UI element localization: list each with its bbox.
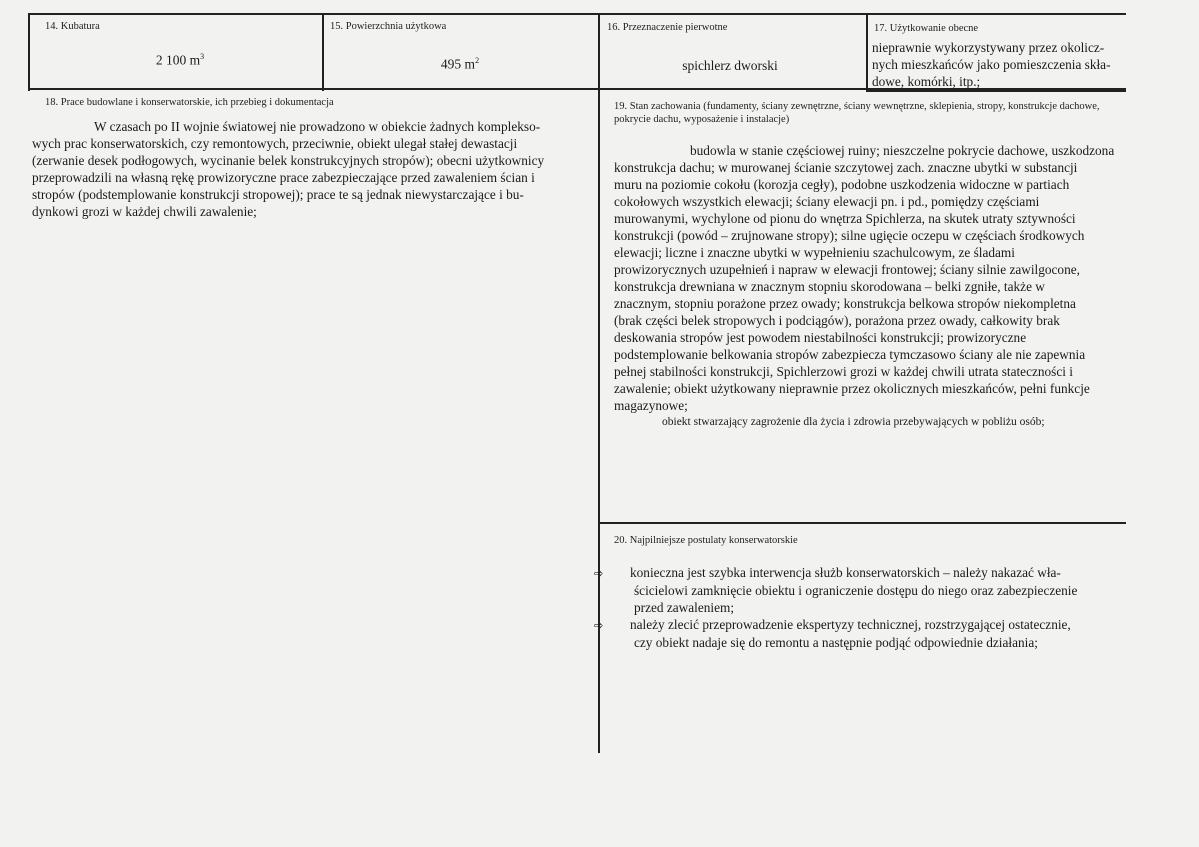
field-14-value: [130, 52, 230, 69]
field-19-label: [614, 100, 1126, 126]
field-19-line: zawalenie; obiekt użytkowany nieprawnie przez okolicznych mieszkańców, pełni funkcje: [614, 381, 1090, 396]
field-18-text: [32, 118, 584, 220]
top-border: [28, 13, 1126, 15]
field-14-unit-exponent: 3: [200, 52, 205, 61]
postulate-line: przed zawaleniem;: [634, 600, 735, 615]
postulate-line: [594, 616, 1124, 634]
postulate-line: [594, 564, 1124, 582]
field-18-line: wych prac konserwatorskich, czy remontowych, przeciwnie, obiekt ulegał stałej dewastacji: [32, 136, 518, 151]
field-19-line: deskowania stropów jest powodem niestabilności konstrukcji; prowizoryczne: [614, 330, 1027, 345]
field-19-note: obiekt stwarzający zagrożenie dla życia i zdrowia przebywających w pobliżu osób;: [662, 416, 1045, 428]
field-20-label: 20. Najpilniejsze postulaty konserwatorskie: [614, 535, 798, 546]
postulate-item: [594, 564, 1124, 616]
field-18-line: stropów (podstemplowanie konstrukcji stropowej); prace te są jednak niewystarczające i bu-: [32, 187, 524, 202]
field-14-number: 2 100 m: [155, 52, 201, 68]
field-19-label-line: pokrycie dachu, wyposażenie i instalacje): [614, 114, 790, 125]
field-18-label: 18. Prace budowlane i konserwatorskie, ich przebieg i dokumentacja: [45, 97, 334, 108]
divider-15-16: [598, 13, 600, 753]
field-18-line: W czasach po II wojnie światowej nie prowadzono w obiekcie żadnych komplekso-: [94, 119, 541, 134]
field-19-line: podstemplowanie belkowania stropów zabezpiecza tymczasowo ściany ale nie zapewnia: [614, 347, 1086, 362]
divider-16-17: [866, 13, 868, 91]
field-19-line: cokołowych wszystkich elewacji; ściany elewacji pn. i pd., pomiędzy częściami: [614, 194, 1040, 209]
field-19-label-line: 19. Stan zachowania (fundamenty, ściany zewnętrzne, ściany wewnętrzne, sklepienia, stropy, konstrukcje dachowe,: [614, 101, 1100, 112]
field-17-value: [872, 39, 1126, 90]
field-17-line: dowe, komórki, itp.;: [872, 74, 981, 89]
field-19-20-divider: [598, 522, 1126, 524]
field-17-label: 17. Użytkowanie obecne: [874, 23, 979, 34]
field-19-line: znacznym, stopniu porażone przez owady; konstrukcja belkowa stropów niekompletna: [614, 296, 1076, 311]
field-19-line: elewacji; liczne i znaczne ubytki w wypełnieniu szachulcowym, ze śladami: [614, 245, 1015, 260]
divider-14-15: [322, 13, 324, 91]
field-19-line: konstrukcji (powód – zrujnowane stropy); silne ugięcie oczepu w częściach środkowych: [614, 228, 1085, 243]
field-16-value: spichlerz dworski: [682, 58, 778, 73]
field-20-list: [594, 564, 1124, 651]
field-17-line: nieprawnie wykorzystywany przez okolicz-: [872, 40, 1105, 55]
field-19-line: budowla w stanie częściowej ruiny; nieszczelne pokrycie dachowe, uszkodzona: [690, 143, 1115, 158]
postulate-line: czy obiekt nadaje się do remontu a następnie podjąć odpowiednie działania;: [634, 635, 1038, 650]
arrow-bullet-icon: ⇨: [594, 567, 604, 580]
field-15-value: [420, 56, 500, 73]
field-19-text: [614, 142, 1124, 429]
postulate-line: ścicielowi zamknięcie obiektu i ograniczenie dostępu do niego oraz zabezpieczenie: [634, 583, 1078, 598]
field-18-line: dynkowi grozi w każdej chwili zawalenie;: [32, 204, 257, 219]
postulate-item: [594, 616, 1124, 651]
field-15-unit-exponent: 2: [475, 56, 480, 65]
field-19-line: prowizorycznych uzupełnień i napraw w elewacji frontowej; ściany silnie zawilgocone,: [614, 262, 1080, 277]
field-17-underline: [866, 90, 1126, 92]
field-19-line: konstrukcja drewniana w znacznym stopniu skorodowana – belki zgniłe, także w: [614, 279, 1045, 294]
field-15-label: 15. Powierzchnia użytkowa: [330, 21, 447, 32]
field-19-line: konstrukcja dachu; w murowanej ścianie szczytowej zach. znaczne ubytki w substancji: [614, 160, 1078, 175]
postulate-text: należy zlecić przeprowadzenie ekspertyzy technicznej, rozstrzygającej ostatecznie,: [630, 617, 1071, 632]
field-18-line: (zerwanie desek podłogowych, wycinanie belek konstrukcyjnych stropów); obecni użytkownicy: [32, 153, 545, 168]
field-15-number: 495 m: [440, 56, 476, 72]
postulate-text: konieczna jest szybka interwencja służb konserwatorskich – należy nakazać wła-: [630, 565, 1061, 580]
field-19-line: pełnej stabilności konstrukcji, Spichlerzowi grozi w każdej chwili utrata stateczności i: [614, 364, 1073, 379]
field-19-line: (brak części belek stropowych i podciągów), porażona przez owady, całkowity brak: [614, 313, 1060, 328]
field-14-label: 14. Kubatura: [45, 21, 100, 32]
field-19-line: murowanymi, wychylone od pionu do wnętrza Spichlerza, na skutek utraty sztywności: [614, 211, 1076, 226]
left-border: [28, 13, 30, 91]
field-18-line: przeprowadzili na własną rękę prowizoryczne prace zabezpieczające przed zawaleniem ścian i: [32, 170, 535, 185]
field-19-line: magazynowe;: [614, 398, 688, 413]
field-19-line: muru na poziomie cokołu (korozja cegły), podobne uszkodzenia widoczne w partiach: [614, 177, 1070, 192]
field-17-line: nych mieszkańców jako pomieszczenia skła-: [872, 57, 1111, 72]
field-16-label: 16. Przeznaczenie pierwotne: [607, 22, 728, 33]
arrow-bullet-icon: ⇨: [594, 619, 604, 632]
